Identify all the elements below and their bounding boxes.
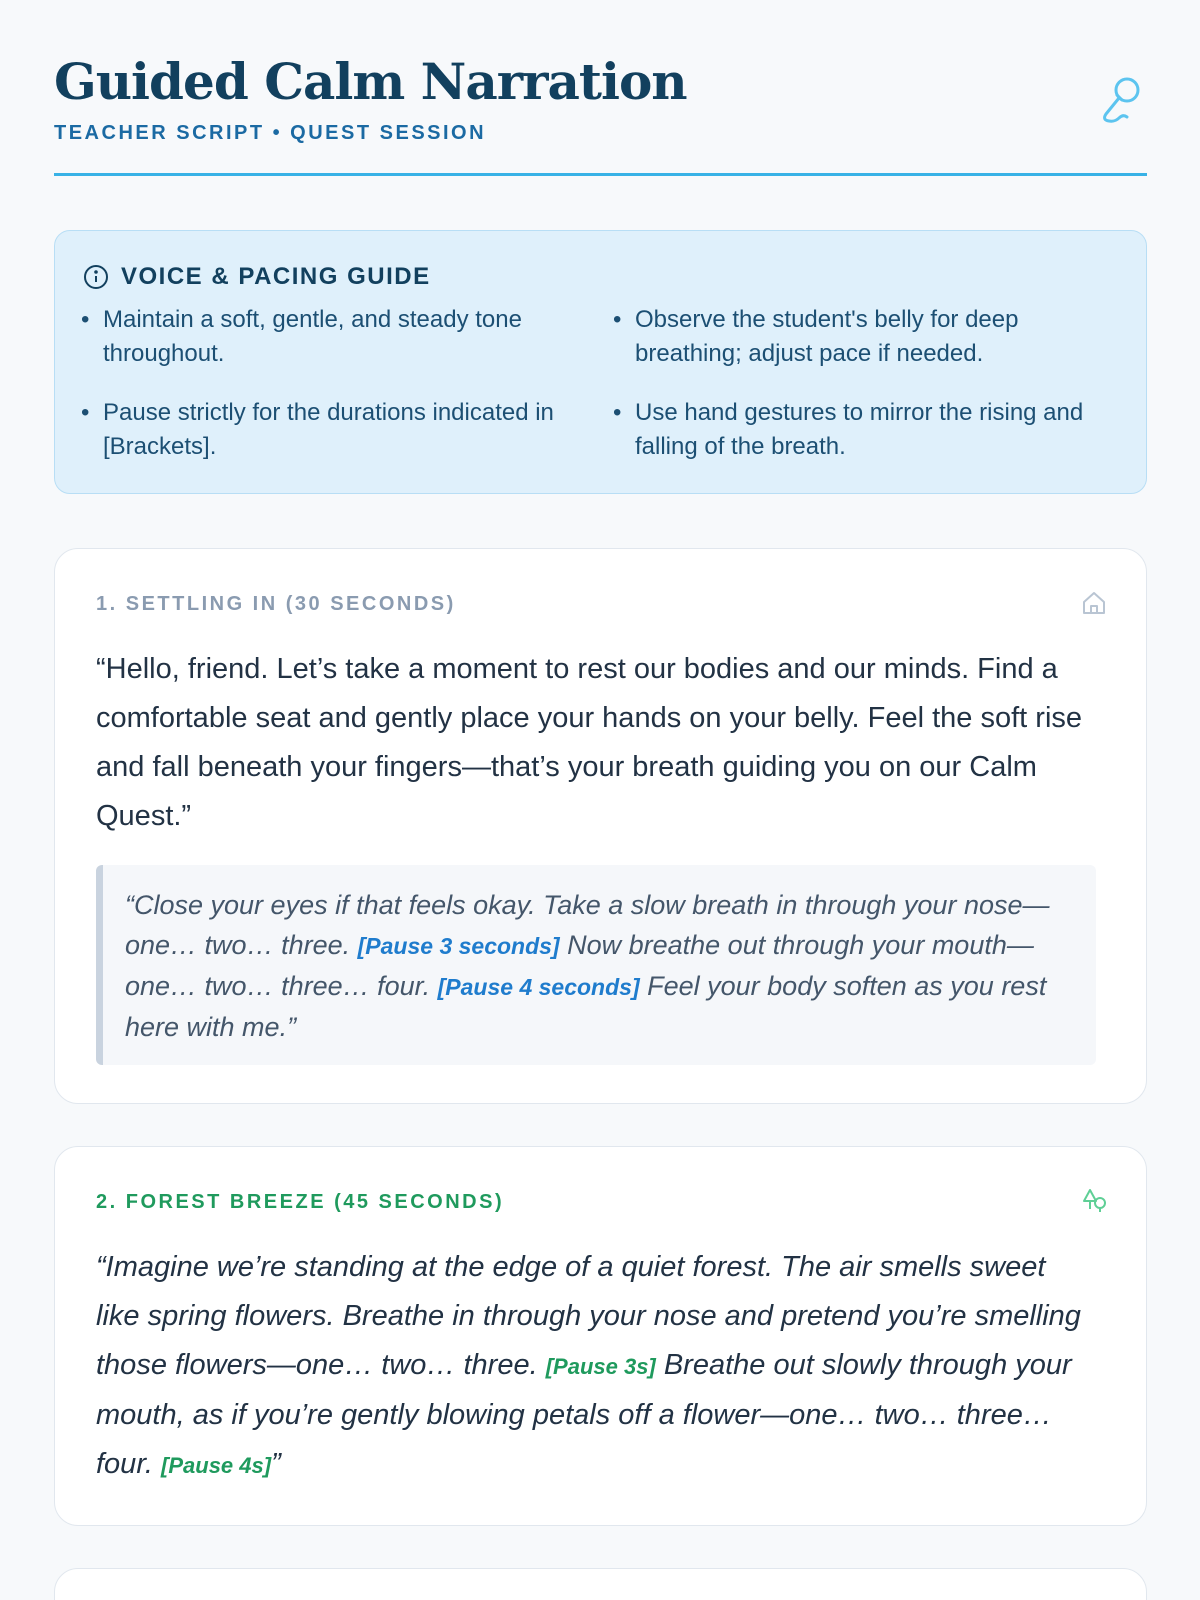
pause-marker: [Pause 4 seconds] xyxy=(437,974,640,1000)
tree-icon xyxy=(1080,1187,1108,1215)
page-subtitle: TEACHER SCRIPT • QUEST SESSION xyxy=(54,122,487,144)
microphone-icon[interactable] xyxy=(1097,74,1143,126)
section-card-settling-in xyxy=(54,548,1147,1104)
quote-text: Now breathe out through your mouth—one… two… three… four. xyxy=(125,930,1034,1001)
guide-item: • Observe the student's belly for deep breathing; adjust pace if needed. xyxy=(613,303,1113,371)
pause-marker: [Pause 3 seconds] xyxy=(357,933,560,959)
guide-title: VOICE & PACING GUIDE xyxy=(121,263,431,290)
quote-text: Feel your body soften as you rest here with me.” xyxy=(125,971,1047,1042)
voice-pacing-guide xyxy=(54,230,1147,494)
section-narration xyxy=(96,1243,1096,1490)
narration-text: ” xyxy=(271,1448,281,1480)
guide-item: • Maintain a soft, gentle, and steady tone throughout. xyxy=(81,303,561,371)
narration-quote xyxy=(96,865,1096,1065)
guide-item: • Use hand gestures to mirror the rising and falling of the breath. xyxy=(613,396,1113,464)
page-header xyxy=(54,0,1147,176)
home-icon xyxy=(1080,589,1108,617)
pause-marker: [Pause 4s] xyxy=(161,1453,272,1478)
section-card-next xyxy=(54,1568,1147,1600)
page-title: Guided Calm Narration xyxy=(54,52,687,111)
narration-text: Breathe out slowly through your mouth, as if you’re gently blowing petals off a flower—one… two… three… four. xyxy=(96,1349,1072,1480)
section-label: 1. SETTLING IN (30 SECONDS) xyxy=(96,593,456,615)
quote-text: “Close your eyes if that feels okay. Take a slow breath in through your nose—one… two… three. xyxy=(125,890,1050,960)
section-label: 2. FOREST BREEZE (45 SECONDS) xyxy=(96,1191,505,1213)
section-card-forest-breeze xyxy=(54,1146,1147,1526)
guide-heading xyxy=(83,263,431,291)
guide-item: • Pause strictly for the durations indicated in [Brackets]. xyxy=(81,396,561,464)
pause-marker: [Pause 3s] xyxy=(545,1354,656,1379)
page xyxy=(54,0,1147,1480)
section-narration: “Hello, friend. Let’s take a moment to rest our bodies and our minds. Find a comfortable seat and gently place your hands on your belly. Feel the soft rise and fall beneath your fingers—that’s your breath guiding you on our Calm Quest.” xyxy=(96,653,1083,832)
narration-text: “Imagine we’re standing at the edge of a quiet forest. The air smells sweet like spring flowers. Breathe in through your nose and pretend you’re smelling those flowers—one… two… three. xyxy=(96,1251,1081,1381)
info-icon xyxy=(83,264,109,290)
